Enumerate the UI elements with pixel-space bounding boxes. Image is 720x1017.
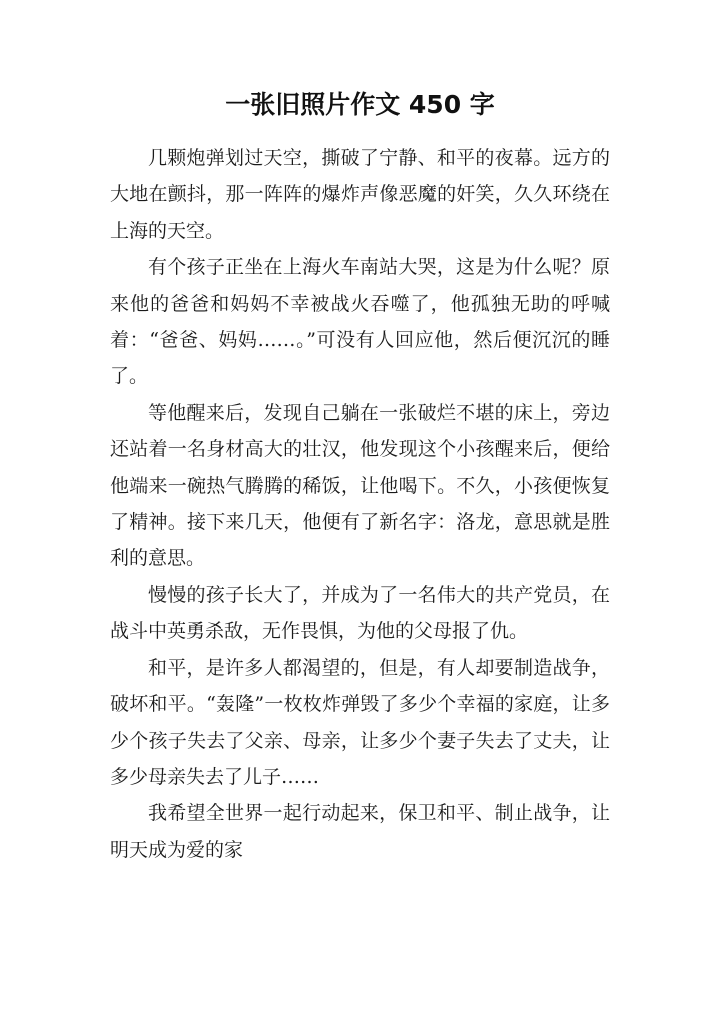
paragraph: 有个孩子正坐在上海火车南站大哭，这是为什么呢？原来他的爸爸和妈妈不幸被战火吞噬了，他孤独无助的呼喊着：“爸爸、妈妈……。”可没有人回应他，然后便沉沉的睡了。	[110, 256, 610, 388]
paragraph: 和平，是许多人都渴望的，但是，有人却要制造战争，破坏和平。“轰隆”一枚枚炸弹毁了多少个幸福的家庭，让多少个孩子失去了父亲、母亲，让多少个妻子失去了丈夫，让多少母亲失去了儿子……	[110, 656, 610, 788]
paragraph: 我希望全世界一起行动起来，保卫和平、制止战争，让明天成为爱的家	[110, 802, 610, 861]
document-title: 一张旧照片作文 450 字	[225, 90, 495, 119]
paragraph: 等他醒来后，发现自己躺在一张破烂不堪的床上，旁边还站着一名身材高大的壮汉，他发现这个小孩醒来后，便给他端来一碗热气腾腾的稀饭，让他喝下。不久，小孩便恢复了精神。接下来几天，他便有了新名字：洛龙，意思就是胜利的意思。	[110, 401, 610, 570]
document-body	[110, 140, 610, 868]
paragraph: 几颗炮弹划过天空，撕破了宁静、和平的夜幕。远方的大地在颤抖，那一阵阵的爆炸声像恶魔的奸笑，久久环绕在上海的天空。	[110, 147, 610, 242]
paragraph: 慢慢的孩子长大了，并成为了一名伟大的共产党员，在战斗中英勇杀敌，无作畏惧，为他的父母报了仇。	[110, 583, 610, 643]
